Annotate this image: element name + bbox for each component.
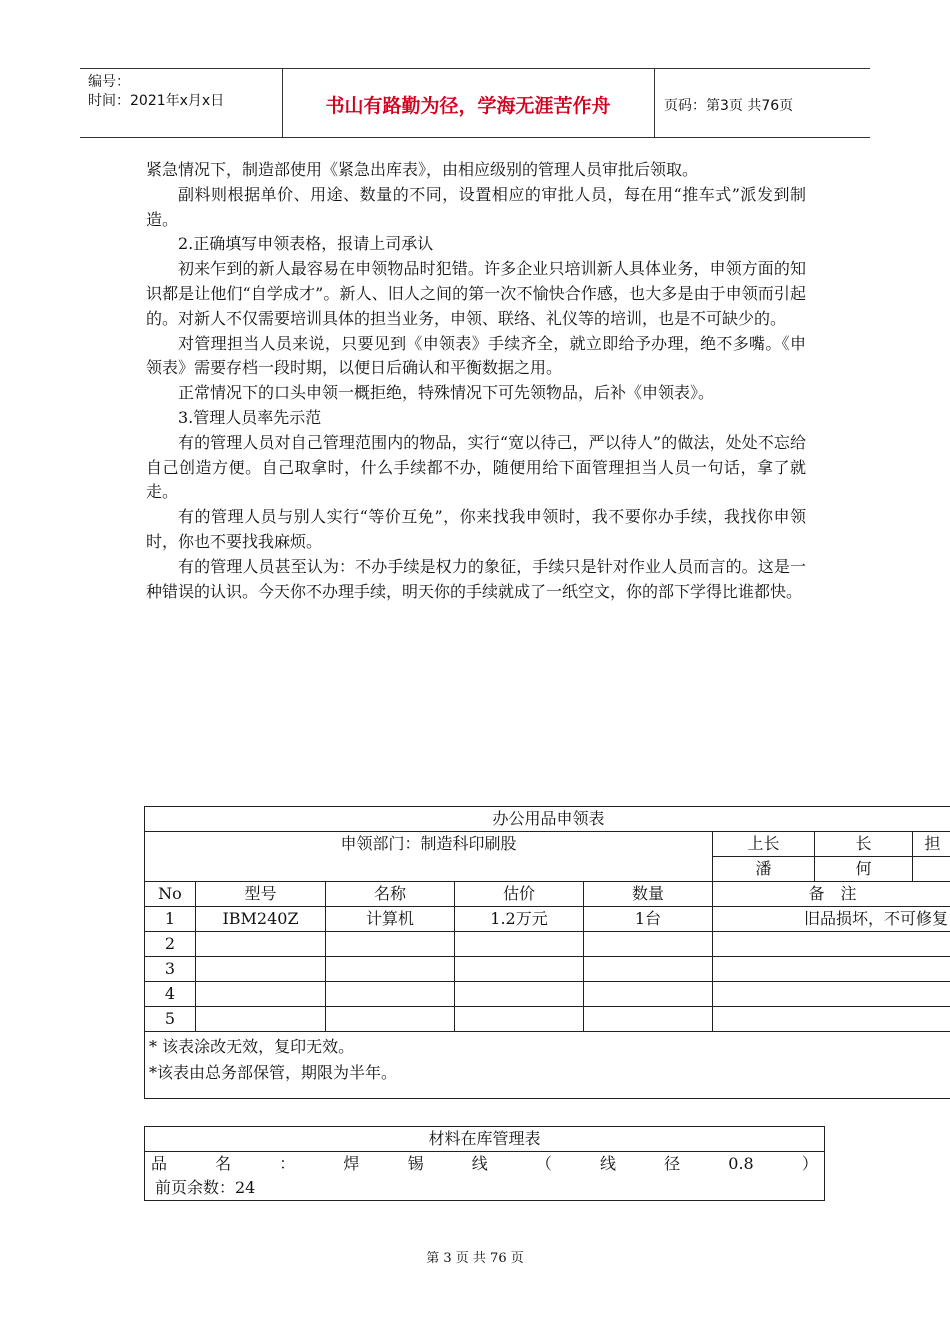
item-name-char: 径 — [664, 1154, 681, 1173]
column-header: 名称 — [326, 882, 455, 907]
column-header: 备 注 — [713, 882, 950, 907]
paragraph: 副料则根据单价、用途、数量的不同，设置相应的审批人员，每在用“推车式”派发到制造。 — [146, 184, 806, 229]
page-number-label: 页码：第3页 共76页 — [664, 98, 794, 114]
approver-name — [913, 857, 950, 882]
table-row — [145, 982, 950, 1007]
column-header: 型号 — [196, 882, 326, 907]
table-cell — [196, 982, 326, 1007]
item-name-char: 品 — [151, 1154, 168, 1173]
header-meta — [88, 73, 224, 111]
table-cell — [455, 932, 584, 957]
table-cell — [584, 1007, 713, 1032]
item-name-char: 锡 — [407, 1154, 424, 1173]
table-cell: 1台 — [584, 907, 713, 932]
section-heading: 2.正确填写申领表格，报请上司承认 — [178, 234, 434, 254]
inventory-form — [144, 1126, 825, 1201]
form-notes — [145, 1032, 950, 1099]
note: *该表由总务部保管，期限为半年。 — [149, 1063, 398, 1082]
paragraph: 初来乍到的新人最容易在申领物品时犯错。许多企业只培训新人具体业务，申领方面的知识都是让他们“自学成才”。新人、旧人之间的第一次不愉快合作感，也大多是由于申领而引起的。对新人不仅需要培训具体的担当业务，申领、联络、礼仪等的培训，也是不可缺少的。 — [146, 259, 806, 328]
table-row — [145, 1007, 950, 1032]
table-cell: 4 — [145, 982, 196, 1007]
approver-name: 何 — [815, 857, 913, 882]
item-name-char: ） — [801, 1154, 818, 1173]
table-header-row — [145, 882, 950, 907]
table-cell — [584, 957, 713, 982]
form-title: 材料在库管理表 — [145, 1127, 825, 1152]
table-cell — [455, 1007, 584, 1032]
item-name-char: 名 — [215, 1154, 232, 1173]
table-cell: 5 — [145, 1007, 196, 1032]
table-cell — [326, 1007, 455, 1032]
page-footer: 第 3 页 共 76 页 — [426, 1251, 524, 1266]
item-name — [145, 1152, 824, 1176]
table-cell: 3 — [145, 957, 196, 982]
section-heading: 3.管理人员率先示范 — [178, 407, 322, 427]
header-divider — [654, 69, 655, 137]
item-name-char: 0.8 — [728, 1154, 754, 1173]
item-name-char: （ — [535, 1154, 552, 1173]
table-cell — [713, 932, 950, 957]
table-cell — [584, 982, 713, 1007]
paragraph: 对管理担当人员来说，只要见到《申领表》手续齐全，就立即给予办理，绝不多嘴。《申领表》需要存档一段时期，以便日后确认和平衡数据之用。 — [146, 333, 806, 378]
table-cell — [196, 1007, 326, 1032]
table-cell — [326, 982, 455, 1007]
table-cell — [584, 932, 713, 957]
column-header: 估价 — [455, 882, 584, 907]
table-cell — [455, 982, 584, 1007]
page-header — [80, 68, 870, 138]
approver-name: 潘 — [713, 857, 815, 882]
time-label: 时间：2021年x月x日 — [88, 93, 225, 109]
form-title: 办公用品申领表 — [145, 807, 950, 832]
paragraph: 紧急情况下，制造部使用《紧急出库表》，由相应级别的管理人员审批后领取。 — [146, 160, 699, 179]
table-cell: 旧品损坏，不可修复 — [713, 907, 950, 932]
table-cell — [196, 932, 326, 957]
table-row — [145, 957, 950, 982]
table-cell — [713, 1007, 950, 1032]
approver-header: 担 — [913, 832, 950, 857]
header-motto: 书山有路勤为径，学海无涯苦作舟 — [325, 95, 611, 117]
table-cell — [196, 957, 326, 982]
paragraph: 有的管理人员甚至认为：不办手续是权力的象征，手续只是针对作业人员而言的。这是一种错误的认识。今天你不办理手续，明天你的手续就成了一纸空文，你的部下学得比谁都快。 — [146, 556, 806, 601]
table-cell: 计算机 — [326, 907, 455, 932]
request-department: 申领部门：制造科印刷股 — [145, 832, 713, 882]
item-name-char: 焊 — [343, 1154, 360, 1173]
approver-header: 上长 — [713, 832, 815, 857]
item-name-char: ： — [279, 1154, 296, 1173]
table-row — [145, 932, 950, 957]
item-name-row — [145, 1152, 825, 1177]
supply-request-form — [144, 806, 950, 1099]
table-cell — [326, 957, 455, 982]
table-cell: 1 — [145, 907, 196, 932]
table-cell — [455, 957, 584, 982]
table-cell: IBM240Z — [196, 907, 326, 932]
column-header: No — [145, 882, 196, 907]
table-cell — [713, 957, 950, 982]
table-cell — [713, 982, 950, 1007]
paragraph: 有的管理人员对自己管理范围内的物品，实行“宽以待己，严以待人”的做法，处处不忘给自己创造方便。自己取拿时，什么手续都不办，随便用给下面管理担当人员一句话，拿了就走。 — [146, 432, 806, 502]
table-cell: 2 — [145, 932, 196, 957]
body-text — [146, 158, 806, 604]
item-name-char: 线 — [471, 1154, 488, 1173]
approver-header: 长 — [815, 832, 913, 857]
previous-balance: 前页余数：24 — [145, 1176, 825, 1201]
number-label: 编号： — [88, 74, 130, 90]
column-header: 数量 — [584, 882, 713, 907]
table-cell: 1.2万元 — [455, 907, 584, 932]
paragraph: 有的管理人员与别人实行“等价互免”，你来找我申领时，我不要你办手续，我找你申领时，你也不要找我麻烦。 — [146, 507, 806, 551]
note: * 该表涂改无效，复印无效。 — [149, 1037, 355, 1056]
table-row — [145, 907, 950, 932]
item-name-char: 线 — [599, 1154, 616, 1173]
paragraph: 正常情况下的口头申领一概拒绝，特殊情况下可先领物品，后补《申领表》。 — [178, 383, 715, 403]
table-cell — [326, 932, 455, 957]
